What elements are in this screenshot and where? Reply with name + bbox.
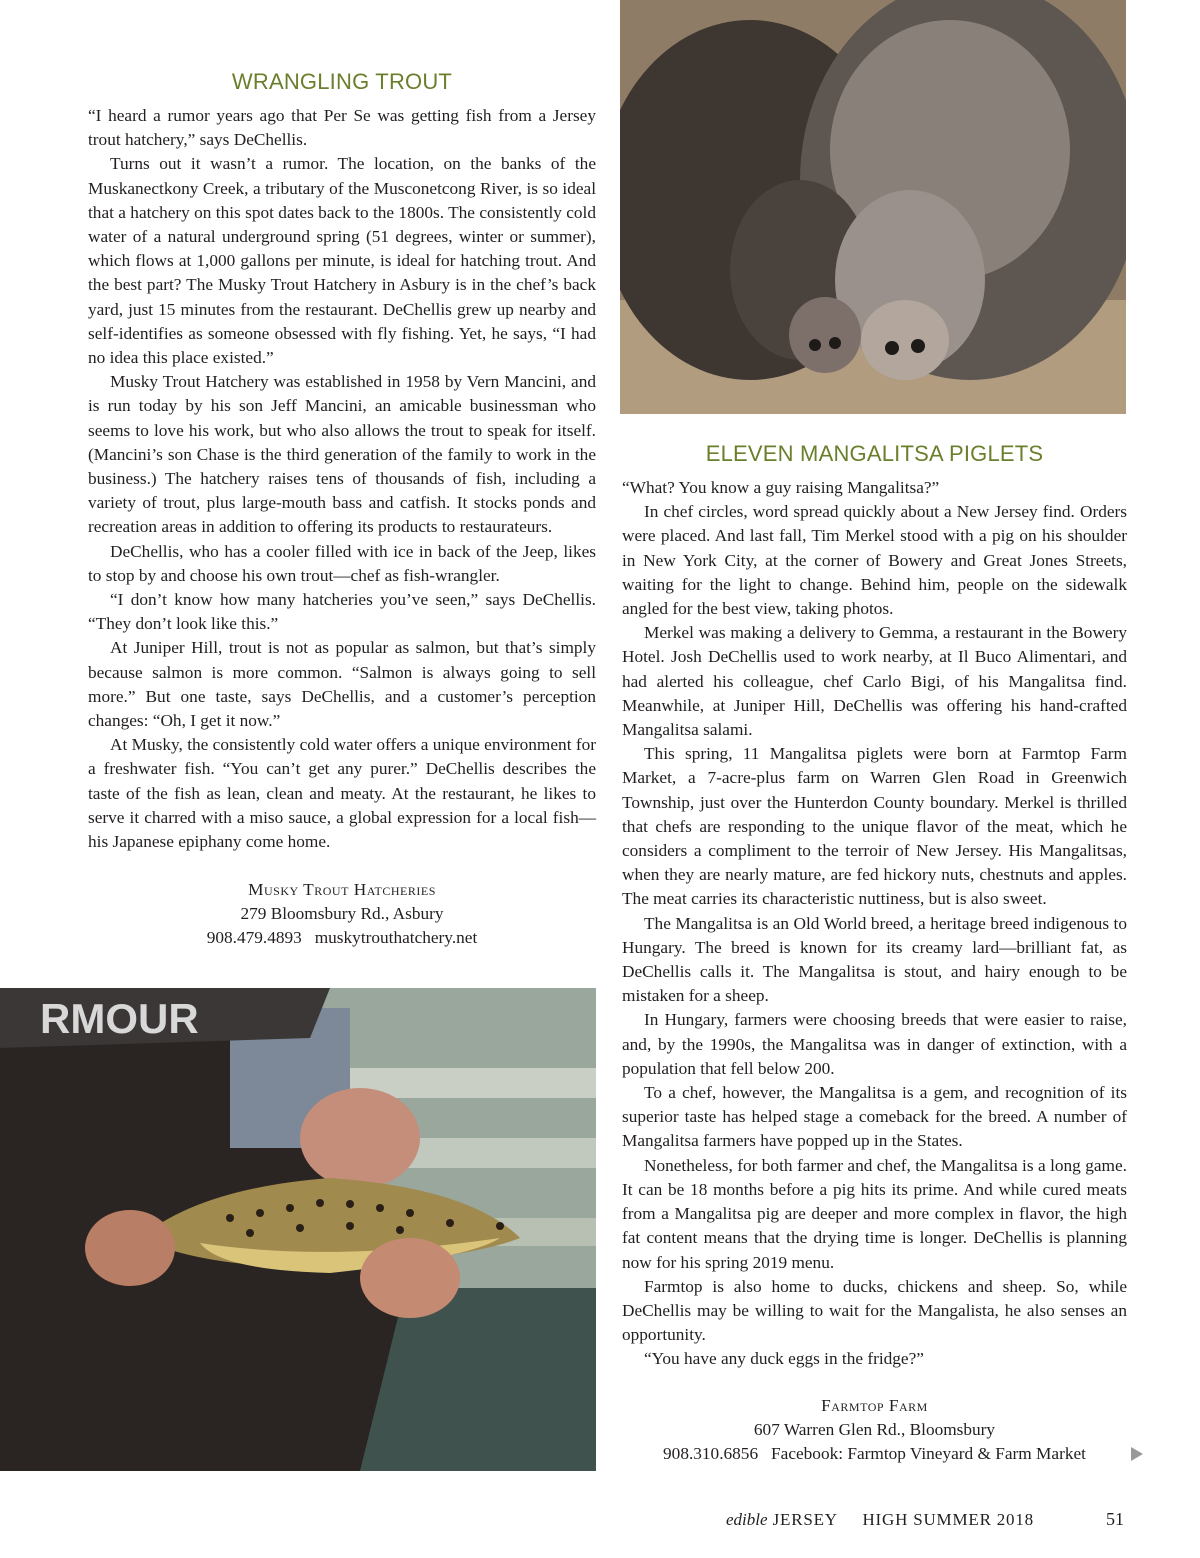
shirt-text: RMOUR	[40, 995, 199, 1042]
mangalitsa-piglets-article	[622, 440, 1127, 1466]
article-paragraph: In chef circles, word spread quickly about a New Jersey find. Orders were placed. And last fall, Tim Merkel stood with a pig on his shoulder in New York City, at the corner of Bowery and Great Jones Streets, waiting for the light to change. Behind him, people on the sidewalk angled for the best view, taking photos.	[622, 502, 1127, 619]
pigs-illustration	[620, 0, 1126, 414]
wrangling-trout-article	[88, 68, 596, 950]
article-paragraph: Nonetheless, for both farmer and chef, the Mangalitsa is a long game. It can be 18 months before a pig hits its prime. And while cured meats from a Mangalitsa pig are deeper and more complex in flavor, the high fat content means that the drying time is longer. DeChellis is planning now for his spring 2019 menu.	[622, 1155, 1127, 1272]
contact-phone-web: 908.479.4893 muskytrouthatchery.net	[206, 928, 478, 948]
article-paragraph: This spring, 11 Mangalitsa piglets were born at Farmtop Farm Market, a 7-acre-plus farm on Warren Glen Road in Greenwich Township, just over the Hunterdon County boundary. Merkel is thrilled that chefs are responding to the unique flavor of the meat, which he considers a compliment to the terroir of New Jersey. His Mangalitsas, when they are nearly mature, are fed hickory nuts, chestnuts and apples. The meat carries its characteristic nuttiness, but is also sweet.	[622, 744, 1127, 909]
page-footer	[726, 1510, 1034, 1530]
article-paragraph: “You have any duck eggs in the fridge?”	[644, 1349, 924, 1369]
article-paragraph: At Musky, the consistently cold water offers a unique environment for a freshwater fish. “You can’t get any purer.” DeChellis describes the taste of the fish as lean, clean and meaty. At the restaurant, he likes to serve it charred with a miso sauce, a global expression for a local fish—his Japanese epiphany come home.	[88, 735, 596, 852]
contact-address: 279 Bloomsbury Rd., Asbury	[240, 904, 444, 924]
magazine-edible: edible	[726, 1510, 768, 1529]
farmtop-farm-contact	[622, 1394, 1127, 1466]
article-paragraph: Turns out it wasn’t a rumor. The location, on the banks of the Muskanectkony Creek, a tributary of the Musconetcong River, is so ideal that a hatchery on this spot dates back to the 1800s. The consistently cold water of a natural underground spring (51 degrees, winter or summer), which flows at 1,000 gallons per minute, is ideal for hatching trout. And the best part? The Musky Trout Hatchery in Asbury is in the chef’s back yard, just 15 minutes from the restaurant. DeChellis grew up nearby and self-identifies as someone obsessed with fly fishing. Yet, he says, “I had no idea this place existed.”	[88, 154, 596, 368]
mangalitsa-piglets-heading: ELEVEN MANGALITSA PIGLETS	[705, 441, 1044, 466]
page-number: 51	[1106, 1509, 1124, 1529]
contact-address: 607 Warren Glen Rd., Bloomsbury	[753, 1419, 996, 1439]
musky-trout-contact	[88, 878, 596, 950]
contact-phone-web: 908.310.6856 Facebook: Farmtop Vineyard & Farm Market	[663, 1443, 1086, 1463]
article-paragraph: Musky Trout Hatchery was established in 1958 by Vern Mancini, and is run today by his son Jeff Mancini, an amicable businessman who seems to love his work, but who also allows the trout to speak for itself. (Mancini’s son Chase is the third generation of the family to work in the business.) The hatchery raises tens of thousands of fish, including a variety of trout, plus large-mouth bass and catfish. It stocks ponds and recreation areas in addition to offering its products to restaurateurs.	[88, 372, 596, 537]
article-paragraph: Farmtop is also home to ducks, chickens and sheep. So, while DeChellis may be willing to wait for the Mangalista, he also senses an opportunity.	[622, 1276, 1127, 1345]
contact-name: Farmtop Farm	[821, 1395, 928, 1415]
next-page-arrow-icon[interactable]	[1131, 1447, 1143, 1461]
wrangling-trout-heading: WRANGLING TROUT	[231, 69, 453, 94]
article-paragraph: In Hungary, farmers were choosing breeds that were easier to raise, and, by the 1990s, the Mangalitsa was in danger of extinction, with a population that fell below 200.	[622, 1010, 1127, 1078]
article-paragraph: “What? You know a guy raising Mangalitsa?”	[622, 478, 940, 497]
trout-illustration	[0, 988, 596, 1471]
article-paragraph: “I heard a rumor years ago that Per Se was getting fish from a Jersey trout hatchery,” says DeChellis.	[88, 106, 596, 150]
article-paragraph: “I don’t know how many hatcheries you’ve seen,” says DeChellis. “They don’t look like this.”	[88, 590, 596, 634]
article-paragraph: The Mangalitsa is an Old World breed, a heritage breed indigenous to Hungary. The breed is known for its creamy lard—brilliant fat, as DeChellis calls it. The Mangalitsa is stout, and hairy enough to be mistaken for a sheep.	[622, 913, 1127, 1006]
mangalitsa-pigs-photo	[620, 0, 1126, 414]
contact-name: Musky Trout Hatcheries	[248, 880, 436, 900]
magazine-name: JERSEY	[772, 1510, 838, 1529]
article-paragraph: DeChellis, who has a cooler filled with ice in back of the Jeep, likes to stop by and choose his own trout—chef as fish-wrangler.	[88, 541, 596, 585]
article-paragraph: At Juniper Hill, trout is not as popular as salmon, but that’s simply because salmon is more common. “Salmon is always going to sell more.” But one taste, says DeChellis, and a customer’s perception changes: “Oh, I get it now.”	[88, 638, 596, 731]
trout-photo	[0, 988, 596, 1471]
issue-label: HIGH SUMMER 2018	[862, 1510, 1034, 1529]
article-paragraph: To a chef, however, the Mangalitsa is a gem, and recognition of its superior taste has helped stage a comeback for the breed. A number of Mangalitsa farmers have popped up in the States.	[622, 1083, 1127, 1151]
article-paragraph: Merkel was making a delivery to Gemma, a restaurant in the Bowery Hotel. Josh DeChellis used to work nearby, at Il Buco Alimentari, and had alerted his colleague, chef Carlo Bigi, of his Mangalitsa find. Meanwhile, at Juniper Hill, DeChellis was offering his hand-crafted Mangalitsa salami.	[622, 623, 1127, 740]
